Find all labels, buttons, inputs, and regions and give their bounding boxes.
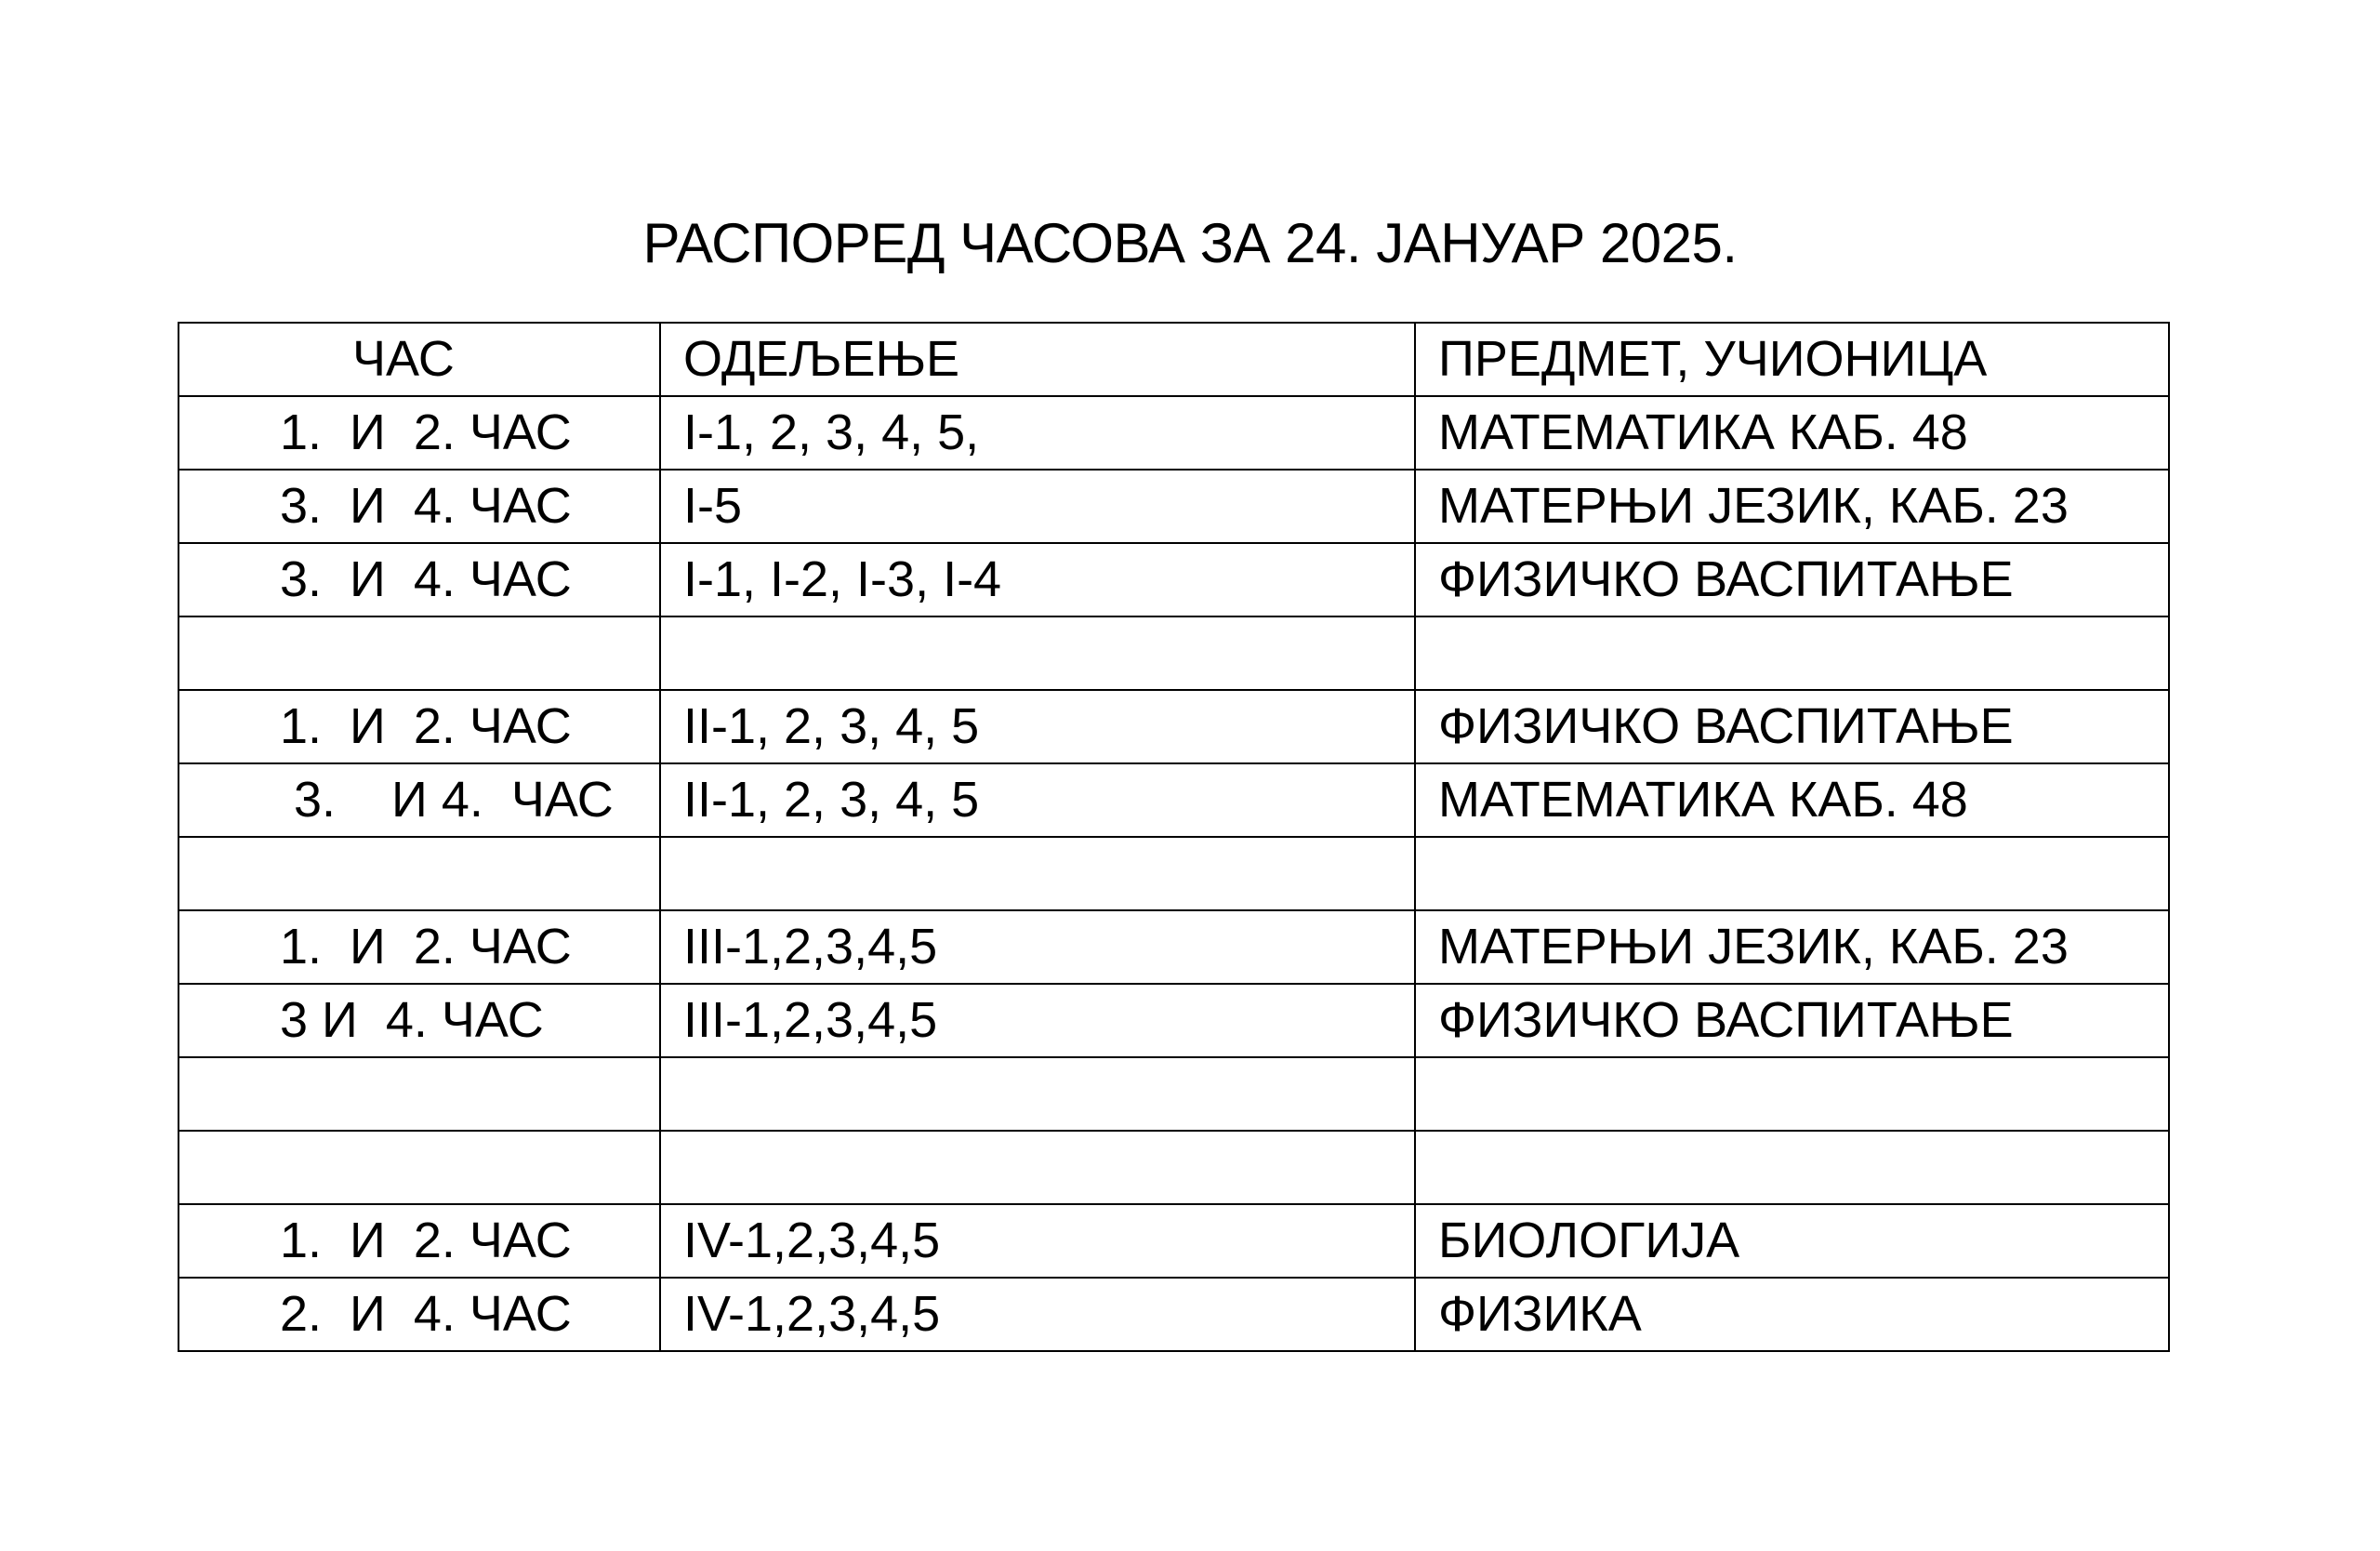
subject-cell (1415, 1057, 2169, 1131)
table-header-row (178, 323, 2169, 396)
header-period: ЧАС (178, 323, 660, 396)
class-cell (660, 1131, 1415, 1204)
table-row (178, 396, 2169, 470)
table-row (178, 543, 2169, 616)
subject-cell: БИОЛОГИЈА (1415, 1204, 2169, 1278)
table-row-empty (178, 1131, 2169, 1204)
subject-cell (1415, 837, 2169, 910)
subject-cell: МАТЕРЊИ ЈЕЗИК, КАБ. 23 (1415, 470, 2169, 543)
subject-cell (1415, 1131, 2169, 1204)
table-row (178, 763, 2169, 837)
period-cell: 3 И 4. ЧАС (178, 984, 660, 1057)
class-cell: I-1, I-2, I-3, I-4 (660, 543, 1415, 616)
subject-cell: ФИЗИЧКО ВАСПИТАЊЕ (1415, 543, 2169, 616)
period-cell: 1. И 2. ЧАС (178, 396, 660, 470)
table-row-empty (178, 837, 2169, 910)
class-cell: III-1,2,3,4,5 (660, 910, 1415, 984)
period-cell: 3. И 4. ЧАС (178, 470, 660, 543)
period-cell (178, 1131, 660, 1204)
period-cell (178, 837, 660, 910)
subject-cell (1415, 616, 2169, 690)
table-row-empty (178, 1057, 2169, 1131)
subject-cell: ФИЗИЧКО ВАСПИТАЊЕ (1415, 984, 2169, 1057)
subject-cell: ФИЗИЧКО ВАСПИТАЊЕ (1415, 690, 2169, 763)
class-cell (660, 837, 1415, 910)
period-cell: 3. И 4. ЧАС (178, 543, 660, 616)
subject-cell: МАТЕРЊИ ЈЕЗИК, КАБ. 23 (1415, 910, 2169, 984)
table-row-empty (178, 616, 2169, 690)
class-cell: IV-1,2,3,4,5 (660, 1204, 1415, 1278)
header-subject: ПРЕДМЕТ, УЧИОНИЦА (1415, 323, 2169, 396)
subject-cell: МАТЕМАТИКА КАБ. 48 (1415, 396, 2169, 470)
class-cell: I-1, 2, 3, 4, 5, (660, 396, 1415, 470)
table-row (178, 984, 2169, 1057)
class-cell (660, 616, 1415, 690)
period-cell: 2. И 4. ЧАС (178, 1278, 660, 1351)
table-row (178, 910, 2169, 984)
class-cell: II-1, 2, 3, 4, 5 (660, 763, 1415, 837)
table-row (178, 690, 2169, 763)
class-cell: III-1,2,3,4,5 (660, 984, 1415, 1057)
period-cell: 3. И 4. ЧАС (178, 763, 660, 837)
period-cell: 1. И 2. ЧАС (178, 910, 660, 984)
table-row (178, 1278, 2169, 1351)
header-class: ОДЕЉЕЊЕ (660, 323, 1415, 396)
page-title: РАСПОРЕД ЧАСОВА ЗА 24. ЈАНУАР 2025. (642, 212, 1738, 274)
period-cell (178, 616, 660, 690)
period-cell: 1. И 2. ЧАС (178, 1204, 660, 1278)
table-row (178, 470, 2169, 543)
subject-cell: МАТЕМАТИКА КАБ. 48 (1415, 763, 2169, 837)
subject-cell: ФИЗИКА (1415, 1278, 2169, 1351)
class-cell: I-5 (660, 470, 1415, 543)
schedule-table (178, 322, 2170, 1352)
table-row (178, 1204, 2169, 1278)
period-cell: 1. И 2. ЧАС (178, 690, 660, 763)
period-cell (178, 1057, 660, 1131)
class-cell: II-1, 2, 3, 4, 5 (660, 690, 1415, 763)
class-cell (660, 1057, 1415, 1131)
class-cell: IV-1,2,3,4,5 (660, 1278, 1415, 1351)
